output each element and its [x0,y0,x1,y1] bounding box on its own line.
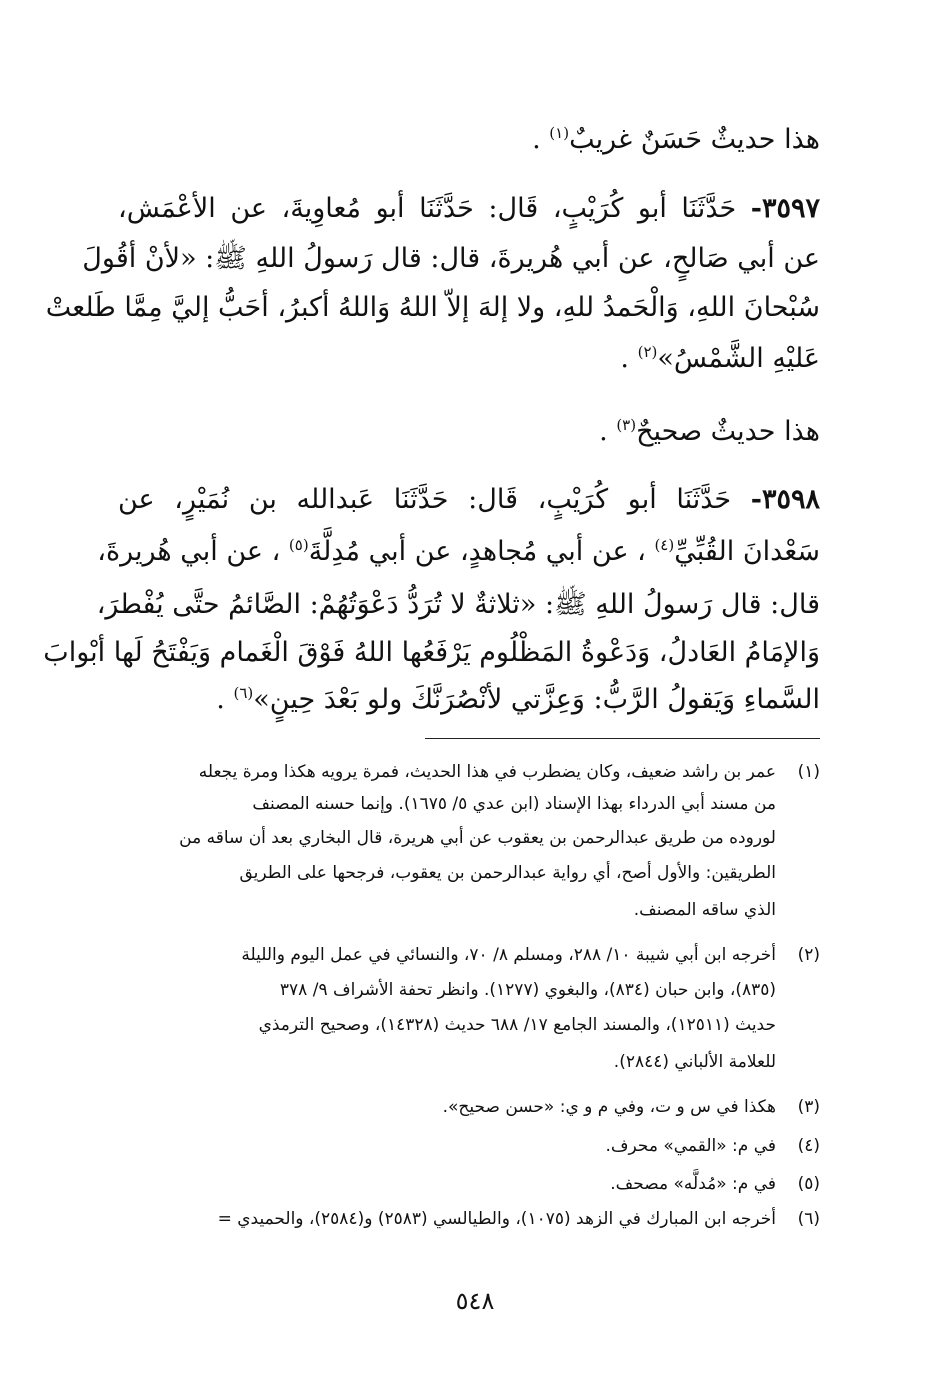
narrator-text: سَعْدانَ القُبِّيِّ [674,536,820,567]
hadith-number: ٣٥٩٧- [750,193,820,224]
hadith-text: حَدَّثَنَا أبو كُرَيْبٍ، قَال: حَدَّثَنَا أبو مُعاوِيةَ، عن الأعْمَش، [118,193,751,224]
hadith-3597-line-4 [620,343,820,374]
footnote-ref-3[interactable]: (٣) [616,416,637,434]
footnote-number: (٥) [797,1174,820,1194]
footnote-ref-4[interactable]: (٤) [654,536,675,554]
footnote-number: (٤) [797,1136,820,1156]
footnote-text: في م: «مُدلَّه» مصحف. [610,1174,776,1194]
hadith-text: السَّماءِ وَيَقولُ الرَّبُّ: وَعِزَّتي لأنْصُرَنَّكَ ولو بَعْدَ حِينٍ» [253,684,820,715]
footnote-1-line-5: الذي ساقه المصنف. [633,900,776,920]
footnote-ref-2[interactable]: (٢) [637,343,658,361]
hadith-number: ٣٥٩٨- [750,484,820,515]
footnote-text: أخرجه ابن المبارك في الزهد (١٠٧٥)، والطيالسي (٢٥٨٣) و(٢٥٨٤)، والحميدي = [217,1209,776,1229]
footnote-4 [118,1136,820,1156]
footnote-2-line-4: للعلامة الألباني (٢٨٤٤). [613,1052,776,1072]
narrator-text: ، عن أبي هُريرةَ، [97,536,289,567]
footnote-3 [118,1097,820,1117]
footnote-number: (٣) [797,1097,820,1117]
footnote-text: هكذا في س و ت، وفي م و ي: «حسن صحيح». [442,1097,776,1117]
hadith-3598-line-2 [97,536,820,567]
footnote-text: في م: «القمي» محرف. [605,1136,776,1156]
footnote-separator [425,738,820,739]
hadith-3598-line-4: وَالإمَامُ العَادلُ، وَدَعْوةُ المَظْلُوم يَرْفَعُها اللهُ فَوْقَ الْغَمام وَيَفْتَحُ لَها أبْوابَ [43,637,820,668]
narrator-text: ، عن أبي مُجاهدٍ، عن أبي مُدِلَّةَ [308,536,655,567]
footnote-1-line-2: من مسند أبي الدرداء بهذا الإسناد (ابن عدي ٥/ ١٦٧٥). وإنما حسنه المصنف [252,794,776,814]
footnote-1-line-3: لوروده من طريق عبدالرحمن بن يعقوب عن أبي هريرة، قال البخاري بعد أن ساقه من [179,828,776,848]
page-number: ٥٤٨ [455,1287,495,1315]
footnote-1 [118,762,820,782]
footnote-ref-5[interactable]: (٥) [288,536,309,554]
hadith-3597-line-1 [118,193,820,224]
footnote-1-line-4: الطريقين: والأول أصح، أي رواية عبدالرحمن بن يعقوب، فرجحها على الطريق [239,863,776,883]
grading-text: هذا حديثٌ حَسَنٌ غريبٌ [569,124,820,155]
footnote-text: عمر بن راشد ضعيف، وكان يضطرب في هذا الحديث، فمرة يرويه هكذا ومرة يجعله [198,762,776,782]
hadith-period: . [216,684,234,715]
footnote-2 [118,945,820,965]
footnote-6 [118,1209,820,1229]
hadith-3597-line-3: سُبْحانَ اللهِ، وَالْحَمدُ للهِ، ولا إلهَ إلاّ اللهُ وَاللهُ أكبرُ، أحَبُّ إليَّ مِمَّا طَلعتْ [45,292,820,323]
footnote-2-line-2: (٨٣٥)، وابن حبان (٨٣٤)، والبغوي (١٢٧٧). وانظر تحفة الأشراف ٩/ ٣٧٨ [279,980,776,1000]
footnote-5 [118,1174,820,1194]
hadith-text: عَليْهِ الشَّمْسُ» [657,343,820,374]
hadith-text: حَدَّثَنَا أبو كُرَيْبٍ، قَال: حَدَّثَنَا عَبدالله بن نُمَيْرٍ، عن [118,484,751,515]
footnote-text: أخرجه ابن أبي شيبة ١٠/ ٢٨٨، ومسلم ٨/ ٧٠، والنسائي في عمل اليوم والليلة [241,945,776,965]
hadith-3598-line-1 [118,484,820,515]
grading-line-1 [532,124,820,155]
footnote-number: (١) [797,762,820,782]
hadith-3598-line-3: قال: قال رَسولُ اللهِ ﷺ: «ثلاثةٌ لا تُرَدُّ دَعْوَتُهُمْ: الصَّائمُ حتَّى يُفْطرَ، [96,589,820,620]
hadith-period: . [620,343,638,374]
hadith-3597-line-2: عن أبي صَالحٍ، عن أبي هُريرةَ، قال: قال رَسولُ اللهِ ﷺ: «لأنْ أقُولَ [82,243,820,274]
hadith-3598-line-5 [216,684,820,715]
grading-line-2 [599,416,820,447]
footnote-number: (٢) [797,945,820,965]
footnote-ref-6[interactable]: (٦) [233,684,254,702]
grading-period: . [532,124,550,155]
footnote-ref-1[interactable]: (١) [549,124,570,142]
grading-period: . [599,416,617,447]
grading-text: هذا حديثٌ صحيحٌ [636,416,820,447]
footnote-2-line-3: حديث (١٢٥١١)، والمسند الجامع ١٧/ ٦٨٨ حديث (١٤٣٢٨)، وصحيح الترمذي [258,1015,776,1035]
footnote-number: (٦) [797,1209,820,1229]
